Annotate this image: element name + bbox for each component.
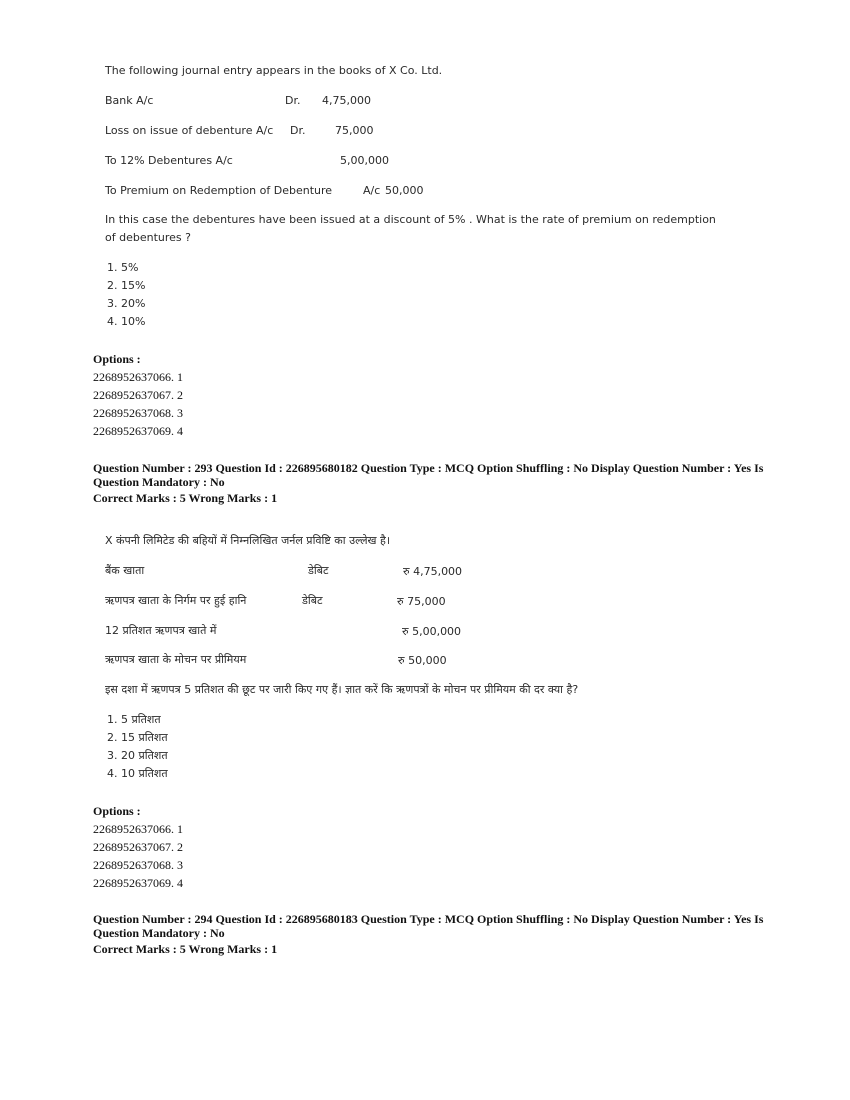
q293-entry-amount: रु 50,000 [398,654,447,667]
q293-marks: Correct Marks : 5 Wrong Marks : 1 [93,491,278,505]
choice-item: 2. 15% [107,279,146,292]
q293-question: इस दशा में ऋणपत्र 5 प्रतिशत की छूट पर जारी किए गए हैं। ज्ञात करें कि ऋणपत्रों के मोचन पर प्रीमियम की दर क्या है? [105,683,579,696]
choice-item: 1. 5 प्रतिशत [107,713,161,726]
q292-entry-amount: 50,000 [385,184,424,197]
q292-entry-amount: 75,000 [335,124,374,137]
q293-entry-account: 12 प्रतिशत ऋणपत्र खाते में [105,624,217,637]
option-id: 2268952637066. 1 [93,822,183,836]
choice-item: 1. 5% [107,261,139,274]
q293-entry-type: डेबिट [308,564,329,577]
q293-entry-type: डेबिट [302,594,323,607]
option-id: 2268952637067. 2 [93,840,183,854]
choice-item: 3. 20 प्रतिशत [107,749,168,762]
option-id: 2268952637068. 3 [93,858,183,872]
q292-question-line1: In this case the debentures have been issued at a discount of 5% . What is the rate of premium on redemption [105,213,716,226]
choice-item: 4. 10% [107,315,146,328]
q294-header-line2: Question Mandatory : No [93,926,225,940]
choice-item: 2. 15 प्रतिशत [107,731,168,744]
q293-header-line2: Question Mandatory : No [93,475,225,489]
q293-entry-account: ऋणपत्र खाता के निर्गम पर हुई हानि [105,594,247,607]
q292-entry-account: To 12% Debentures A/c [105,154,233,167]
choice-item: 3. 20% [107,297,146,310]
q293-entry-account: बैंक खाता [105,564,145,577]
q292-entry-account: To Premium on Redemption of Debenture [105,184,333,197]
option-id: 2268952637068. 3 [93,406,183,420]
q292-question-line2: of debentures ? [105,231,191,244]
options-label: Options : [93,804,141,818]
option-id: 2268952637067. 2 [93,388,183,402]
option-id: 2268952637066. 1 [93,370,183,384]
q292-entry-account: Bank A/c [105,94,154,107]
q292-entry-type: Dr. [285,94,301,107]
q292-entry-account: Loss on issue of debenture A/c [105,124,274,137]
q294-header-line1: Question Number : 294 Question Id : 226895680183 Question Type : MCQ Option Shuffling : No Display Question Number : Yes Is [93,912,764,926]
q292-intro: The following journal entry appears in the books of X Co. Ltd. [105,64,443,77]
q293-entry-amount: रु 5,00,000 [402,625,462,638]
q293-header-line1: Question Number : 293 Question Id : 226895680182 Question Type : MCQ Option Shuffling : No Display Question Number : Yes Is [93,461,764,475]
q293-intro: X कंपनी लिमिटेड की बहियों में निम्नलिखित जर्नल प्रविष्टि का उल्लेख है। [105,534,391,547]
q292-entry-amount: 5,00,000 [340,154,389,167]
q292-entry-type: Dr. [290,124,306,137]
q292-entry-type: A/c [363,184,381,197]
options-label: Options : [93,352,141,366]
option-id: 2268952637069. 4 [93,876,183,890]
q294-marks: Correct Marks : 5 Wrong Marks : 1 [93,942,278,956]
q293-entry-amount: रु 4,75,000 [403,565,463,578]
q292-entry-amount: 4,75,000 [322,94,371,107]
q293-entry-account: ऋणपत्र खाता के मोचन पर प्रीमियम [105,653,247,666]
option-id: 2268952637069. 4 [93,424,183,438]
choice-item: 4. 10 प्रतिशत [107,767,168,780]
q293-entry-amount: रु 75,000 [397,595,446,608]
